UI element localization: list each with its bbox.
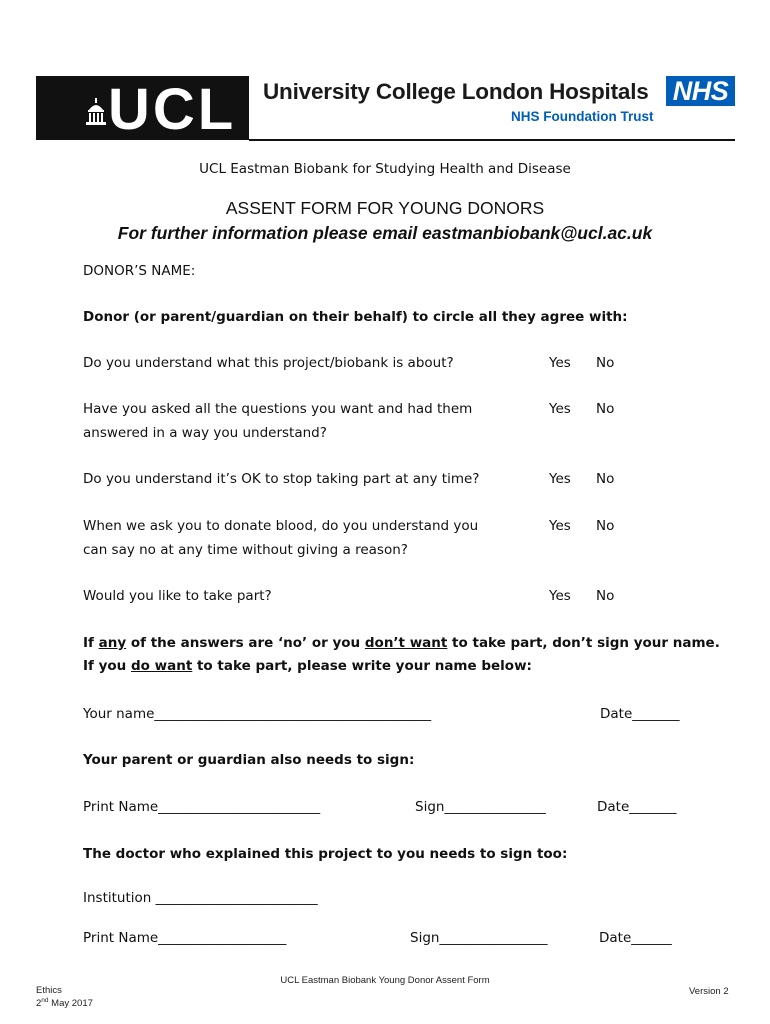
footer-ethics: Ethics: [36, 985, 62, 996]
question-3: [83, 467, 533, 491]
q1-yes-option[interactable]: Yes: [549, 355, 571, 371]
q2-yes-option[interactable]: Yes: [549, 401, 571, 417]
question-4: [83, 514, 533, 562]
footer-version: Version 2: [689, 986, 729, 997]
doctor-heading: The doctor who explained this project to you needs to sign too:: [83, 846, 568, 862]
q2-no-option[interactable]: No: [596, 401, 615, 417]
parent-print-name-field[interactable]: Print Name________________________: [83, 799, 321, 815]
q1-no-option[interactable]: No: [596, 355, 615, 371]
donor-name-field[interactable]: Your name_________________________________________: [83, 706, 432, 722]
q5-yes-option[interactable]: Yes: [549, 588, 571, 604]
emphasis-do-want: do want: [130, 658, 193, 674]
instructions: Donor (or parent/guardian on their behalf) to circle all they agree with:: [83, 309, 628, 325]
footer-ethics-date: 2nd May 2017: [36, 997, 93, 1010]
hospital-name: University College London Hospitals: [263, 79, 649, 104]
question-text: Have you asked all the questions you want and had them: [83, 401, 473, 417]
doctor-date-field[interactable]: Date______: [599, 930, 672, 946]
notice-line-1: If any of the answers are ‘no’ or you don’t want to take part, don’t sign your name.: [83, 635, 720, 651]
doctor-sign-field[interactable]: Sign________________: [410, 930, 548, 946]
donor-name-label: DONOR’S NAME:: [83, 263, 196, 279]
parent-sign-field[interactable]: Sign_______________: [415, 799, 546, 815]
doctor-print-name-field[interactable]: Print Name___________________: [83, 930, 287, 946]
question-1: [83, 351, 533, 375]
question-text: can say no at any time without giving a reason?: [83, 542, 408, 558]
q4-no-option[interactable]: No: [596, 518, 615, 534]
header-divider: [249, 139, 735, 141]
ucl-logo: [36, 76, 249, 140]
notice-line-2: If you do want to take part, please write your name below:: [83, 658, 532, 674]
form-title: ASSENT FORM FOR YOUNG DONORS: [225, 198, 545, 218]
question-text: Do you understand what this project/biobank is about?: [83, 355, 454, 371]
donor-date-field[interactable]: Date_______: [600, 706, 680, 722]
contact-info: For further information please email eastmanbiobank@ucl.ac.uk: [117, 223, 653, 243]
q5-no-option[interactable]: No: [596, 588, 615, 604]
question-2: [83, 397, 533, 445]
emphasis-any: any: [98, 635, 127, 651]
parent-date-field[interactable]: Date_______: [597, 799, 677, 815]
footer-form-name: UCL Eastman Biobank Young Donor Assent Form: [280, 975, 490, 986]
q4-yes-option[interactable]: Yes: [549, 518, 571, 534]
question-text: Would you like to take part?: [83, 588, 272, 604]
q3-no-option[interactable]: No: [596, 471, 615, 487]
question-text: Do you understand it’s OK to stop taking part at any time?: [83, 471, 480, 487]
question-text: answered in a way you understand?: [83, 425, 327, 441]
question-text: When we ask you to donate blood, do you understand you: [83, 518, 479, 534]
question-5: [83, 584, 533, 608]
parent-heading: Your parent or guardian also needs to sign:: [83, 752, 415, 768]
trust-name: NHS Foundation Trust: [511, 109, 654, 124]
biobank-subtitle: UCL Eastman Biobank for Studying Health and Disease: [199, 161, 571, 177]
nhs-logo: NHS: [666, 76, 735, 106]
ucl-logo-text: UCL: [108, 77, 237, 142]
portico-dome-icon: [86, 98, 106, 126]
emphasis-dont-want: don’t want: [364, 635, 448, 651]
institution-field[interactable]: Institution ________________________: [83, 890, 318, 906]
q3-yes-option[interactable]: Yes: [549, 471, 571, 487]
